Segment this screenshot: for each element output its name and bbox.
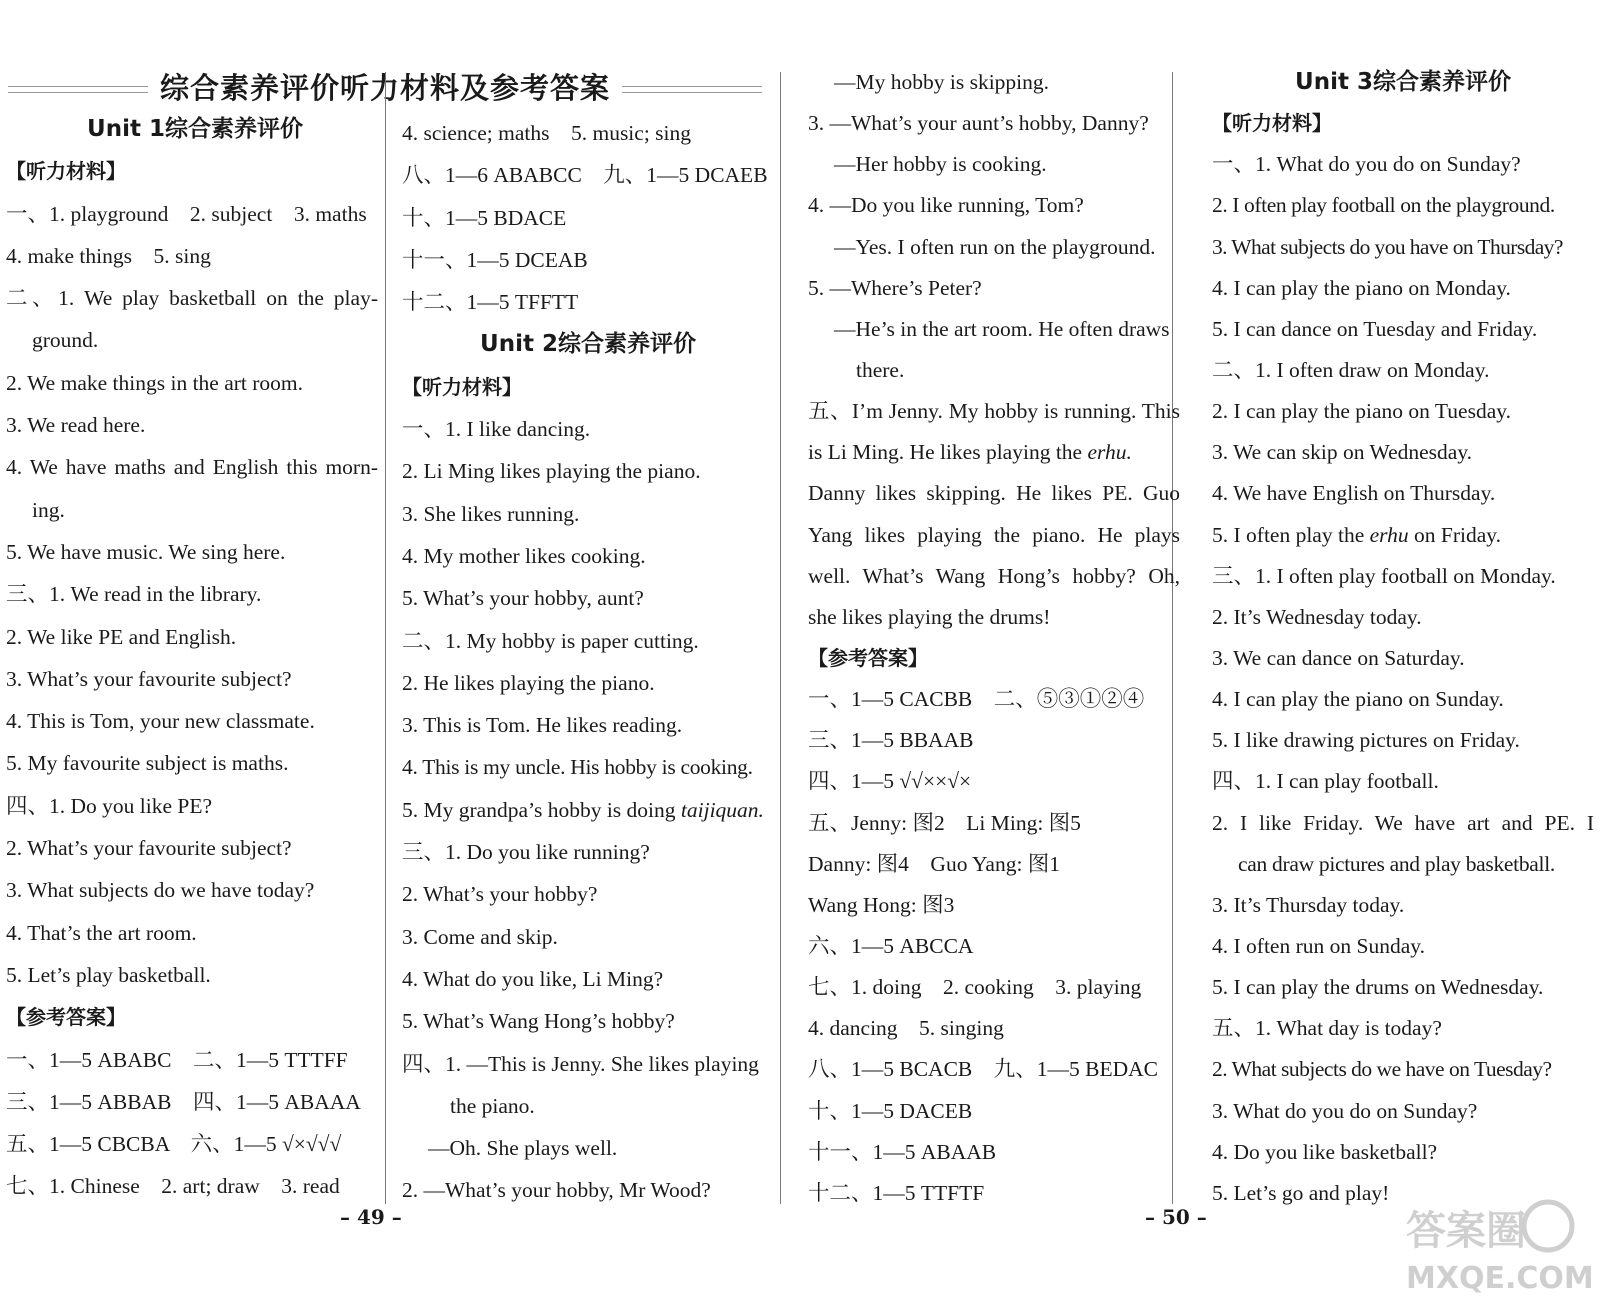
section-heading: 【听力材料】: [1212, 111, 1332, 136]
text-line: 4. This is my uncle. His hobby is cooking.: [402, 755, 753, 780]
column-divider: [385, 72, 386, 1204]
text-line: 5. What’s Wang Hong’s hobby?: [402, 1009, 675, 1034]
text-line: 五、I’m Jenny. My hobby is running. This: [808, 399, 1180, 424]
text-segment: 5. I often play the: [1212, 522, 1370, 547]
text-line: 3. What do you do on Sunday?: [1212, 1098, 1478, 1123]
text-line: 二、1. I often draw on Monday.: [1212, 357, 1490, 382]
italic-term: erhu: [1369, 522, 1409, 547]
text-line: 5. We have music. We sing here.: [6, 539, 286, 564]
text-line: 3. Come and skip.: [402, 924, 558, 949]
answer-line: 4. science; maths 5. music; sing: [402, 121, 692, 145]
text-line: 三、1. Do you like running?: [402, 840, 650, 865]
page-number-right: – 50 –: [1145, 1205, 1207, 1229]
section-heading: 【听力材料】: [6, 159, 126, 184]
text-line: 4. What do you like, Li Ming?: [402, 966, 664, 991]
answer-line: 三、1—5 ABBAB 四、1—5 ABAAA: [6, 1089, 361, 1114]
text-line: 4. Do you like basketball?: [1212, 1139, 1438, 1164]
answer-line: 五、Jenny: 图2 Li Ming: 图5: [808, 810, 1081, 835]
answer-line: 七、1. Chinese 2. art; draw 3. read: [6, 1174, 340, 1199]
text-line: can draw pictures and play basketball.: [1238, 851, 1555, 876]
text-line: [808, 432, 1180, 473]
text-line: 3. —What’s your aunt’s hobby, Danny?: [808, 111, 1149, 136]
text-line: [1212, 515, 1594, 556]
text-line: 一、1. I like dancing.: [402, 417, 591, 442]
answer-line: 十二、1—5 TFFTT: [402, 290, 579, 315]
text-line: 3. What’s your favourite subject?: [6, 666, 292, 691]
text-line: 四、1. I can play football.: [1212, 769, 1439, 794]
column-2: [402, 112, 774, 1212]
text-line: she likes playing the drums!: [808, 604, 1051, 629]
watermark-logo: [1398, 1196, 1598, 1296]
text-line: 3. It’s Thursday today.: [1212, 892, 1405, 917]
title-rule-right: [622, 86, 762, 93]
text-line: 3. We read here.: [6, 413, 146, 438]
text-line: 4. I can play the piano on Sunday.: [1212, 687, 1504, 712]
answer-line: 六、1—5 ABCCA: [808, 933, 974, 958]
answer-line: 四、1—5 √√××√×: [808, 769, 972, 794]
text-line: 2. I like Friday. We have art and PE. I: [1212, 810, 1594, 835]
text-line: ing.: [32, 497, 65, 522]
text-line: 2. What’s your favourite subject?: [6, 836, 292, 861]
text-line: 五、1. What day is today?: [1212, 1016, 1442, 1041]
text-line: 4. I can play the piano on Monday.: [1212, 275, 1511, 300]
watermark-text: 答案圈: [1406, 1208, 1526, 1254]
page-divider: [780, 72, 781, 1204]
text-line: 一、1. What do you do on Sunday?: [1212, 152, 1521, 177]
answer-line: 十一、1—5 DCEAB: [402, 247, 588, 272]
column-1: [6, 108, 378, 1208]
page-title: 综合素养评价听力材料及参考答案: [159, 71, 610, 105]
answer-line: 三、1—5 BBAAB: [808, 728, 974, 753]
text-line: 5. What’s your hobby, aunt?: [402, 586, 644, 611]
text-line: 4. We have English on Thursday.: [1212, 481, 1496, 506]
section-heading: 【听力材料】: [402, 374, 522, 399]
unit-heading: Unit 3综合素养评价: [1295, 69, 1511, 95]
text-line: 5. I can dance on Tuesday and Friday.: [1212, 316, 1538, 341]
text-line: the piano.: [450, 1093, 535, 1118]
watermark-icon: [1398, 1196, 1598, 1296]
text-line: 三、1. I often play football on Monday.: [1212, 563, 1556, 588]
text-line: 4. My mother likes cooking.: [402, 543, 646, 568]
answer-line: Wang Hong: 图3: [808, 892, 955, 917]
text-line: 二、1. We play basketball on the play-: [6, 286, 378, 311]
answer-line: 一、1—5 CACBB 二、⑤③①②④: [808, 687, 1145, 712]
italic-term: taijiquan.: [680, 797, 764, 822]
watermark-url: MXQE.COM: [1406, 1261, 1594, 1296]
column-3: [808, 62, 1180, 1214]
text-segment: 5. My grandpa’s hobby is doing: [402, 797, 681, 822]
text-line: 2. —What’s your hobby, Mr Wood?: [402, 1178, 711, 1203]
text-line: 4. We have maths and English this morn-: [6, 455, 378, 480]
text-line: 三、1. We read in the library.: [6, 582, 262, 607]
text-line: 3. This is Tom. He likes reading.: [402, 713, 683, 738]
text-line: —Oh. She plays well.: [428, 1136, 618, 1161]
text-line: 4. I often run on Sunday.: [1212, 933, 1425, 958]
text-line: 4. That’s the art room.: [6, 920, 197, 945]
text-segment: is Li Ming. He likes playing the: [808, 440, 1088, 465]
column-4: [1212, 62, 1594, 1214]
text-line: Yang likes playing the piano. He plays: [808, 522, 1180, 547]
unit-heading: Unit 2综合素养评价: [480, 331, 696, 358]
title-rule-left: [8, 86, 148, 93]
page-number-left: – 49 –: [340, 1205, 402, 1229]
text-line: there.: [856, 357, 905, 382]
text-line: 四、1. —This is Jenny. She likes playing: [402, 1051, 759, 1076]
text-line: 3. What subjects do we have today?: [6, 878, 315, 903]
text-line: —He’s in the art room. He often draws: [834, 316, 1170, 341]
text-line: 2. It’s Wednesday today.: [1212, 604, 1422, 629]
answer-line: 十、1—5 DACEB: [808, 1098, 973, 1123]
answer-line: 十二、1—5 TTFTF: [808, 1180, 985, 1205]
text-line: 二、1. My hobby is paper cutting.: [402, 628, 699, 653]
unit-heading: Unit 1综合素养评价: [87, 116, 303, 142]
text-line: 4. —Do you like running, Tom?: [808, 193, 1084, 218]
text-line: 2. What’s your hobby?: [402, 882, 598, 907]
text-line: [402, 789, 774, 831]
text-line: 3. What subjects do you have on Thursday?: [1212, 234, 1563, 259]
italic-term: erhu.: [1087, 440, 1132, 465]
text-line: 2. I often play football on the playground.: [1212, 193, 1555, 218]
answer-line: 十、1—5 BDACE: [402, 205, 567, 230]
text-line: 5. Let’s go and play!: [1212, 1180, 1390, 1205]
section-heading: 【参考答案】: [6, 1005, 126, 1030]
text-line: 3. We can dance on Saturday.: [1212, 645, 1465, 670]
text-line: 4. This is Tom, your new classmate.: [6, 709, 315, 734]
main-title-bar: [0, 62, 780, 112]
text-line: 2. What subjects do we have on Tuesday?: [1212, 1057, 1552, 1082]
text-line: well. What’s Wang Hong’s hobby? Oh,: [808, 563, 1180, 588]
answer-line: 一、1—5 ABABC 二、1—5 TTTFF: [6, 1047, 348, 1072]
text-line: 5. Let’s play basketball.: [6, 962, 211, 987]
section-heading: 【参考答案】: [808, 645, 928, 670]
text-line: 5. —Where’s Peter?: [808, 275, 982, 300]
text-line: 4. make things 5. sing: [6, 243, 211, 268]
text-line: 2. We like PE and English.: [6, 624, 237, 649]
answer-line: 4. dancing 5. singing: [808, 1016, 1004, 1041]
text-line: 一、1. playground 2. subject 3. maths: [6, 201, 367, 226]
text-line: 2. We make things in the art room.: [6, 370, 304, 395]
text-line: ground.: [32, 328, 99, 353]
text-line: 2. Li Ming likes playing the piano.: [402, 459, 701, 484]
text-line: —Yes. I often run on the playground.: [834, 234, 1156, 259]
text-line: 3. We can skip on Wednesday.: [1212, 440, 1473, 465]
text-line: 四、1. Do you like PE?: [6, 793, 213, 818]
answer-line: 七、1. doing 2. cooking 3. playing: [808, 975, 1142, 1000]
text-line: Danny likes skipping. He likes PE. Guo: [808, 481, 1180, 506]
text-line: 5. I like drawing pictures on Friday.: [1212, 728, 1520, 753]
answer-line: 五、1—5 CBCBA 六、1—5 √×√√√: [6, 1132, 342, 1157]
text-line: 5. I can play the drums on Wednesday.: [1212, 975, 1544, 1000]
text-line: —Her hobby is cooking.: [834, 152, 1047, 177]
answer-line: 十一、1—5 ABAAB: [808, 1139, 997, 1164]
answer-line: 八、1—5 BCACB 九、1—5 BEDAC: [808, 1057, 1159, 1082]
text-line: 2. He likes playing the piano.: [402, 670, 655, 695]
text-line: 5. My favourite subject is maths.: [6, 751, 289, 776]
text-line: —My hobby is skipping.: [834, 70, 1050, 94]
text-segment: on Friday.: [1408, 522, 1502, 547]
answer-line: 八、1—6 ABABCC 九、1—5 DCAEB: [402, 163, 768, 188]
answer-line: Danny: 图4 Guo Yang: 图1: [808, 851, 1061, 876]
text-line: 2. I can play the piano on Tuesday.: [1212, 399, 1511, 424]
text-line: 3. She likes running.: [402, 501, 580, 526]
